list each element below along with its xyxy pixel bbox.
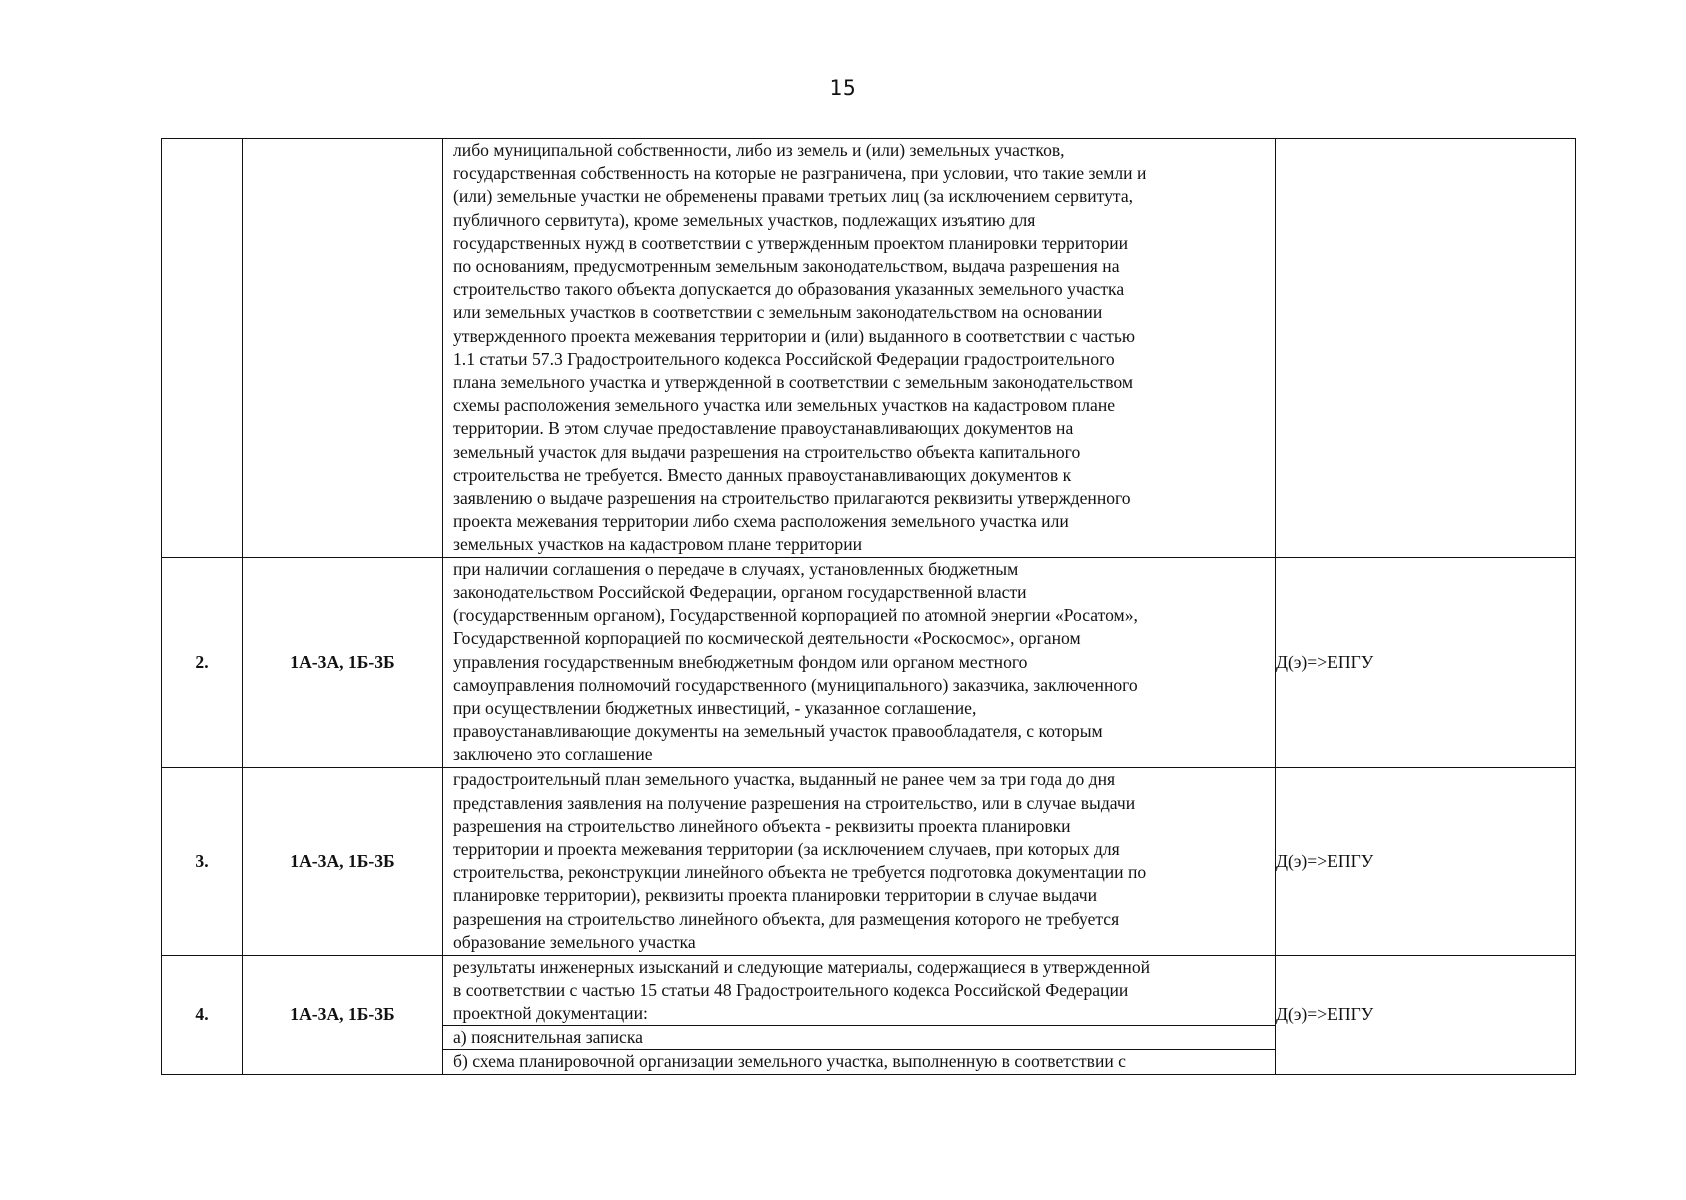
text-line: разрешения на строительство линейного объекта, для размещения которого не требуется bbox=[453, 908, 1120, 929]
text-line: при осуществлении бюджетных инвестиций, - указанное соглашение, bbox=[453, 697, 977, 718]
sub-item: б) схема планировочной организации земельного участка, выполненную в соответствии с bbox=[443, 1049, 1275, 1073]
text-line: строительства, реконструкции линейного объекта не требуется подготовка документации по bbox=[453, 862, 1147, 883]
row-description bbox=[443, 557, 1276, 767]
text-line: в соответствии с частью 15 статьи 48 Градостроительного кодекса Российской Федерации bbox=[453, 979, 1129, 1000]
description-text bbox=[443, 956, 1275, 1026]
page-number: 15 bbox=[829, 76, 857, 100]
text-line: законодательством Российской Федерации, органом государственной власти bbox=[453, 581, 1027, 602]
text-line: Государственной корпорацией по космической деятельности «Роскосмос», органом bbox=[453, 628, 1081, 649]
text-line: по основаниям, предусмотренным земельным законодательством, выдача разрешения на bbox=[453, 256, 1120, 277]
text-line: градостроительный план земельного участка, выданный не ранее чем за три года до дня bbox=[453, 769, 1116, 790]
text-line: самоуправления полномочий государственного (муниципального) заказчика, заключенного bbox=[453, 674, 1138, 695]
table-row bbox=[162, 955, 1576, 1074]
text-line: 1.1 статьи 57.3 Градостроительного кодекса Российской Федерации градостроительного bbox=[453, 348, 1115, 369]
table-row bbox=[162, 767, 1576, 955]
row-format: Д(э)=>ЕПГУ bbox=[1276, 557, 1576, 767]
row-description bbox=[443, 955, 1276, 1074]
text-line: (государственным органом), Государственной корпорацией по атомной энергии «Росатом», bbox=[453, 605, 1138, 626]
text-line: строительства не требуется. Вместо данных правоустанавливающих документов к bbox=[453, 464, 1072, 485]
row-codes: 1А-3А, 1Б-3Б bbox=[243, 767, 443, 955]
row-format: Д(э)=>ЕПГУ bbox=[1276, 767, 1576, 955]
text-line: правоустанавливающие документы на земельный участок правообладателя, с которым bbox=[453, 721, 1103, 742]
row-description bbox=[443, 139, 1276, 558]
text-line: заявлению о выдаче разрешения на строительство прилагаются реквизиты утвержденного bbox=[453, 488, 1131, 509]
row-number: 4. bbox=[162, 955, 243, 1074]
description-text bbox=[443, 558, 1275, 767]
text-line: либо муниципальной собственности, либо из земель и (или) земельных участков, bbox=[453, 140, 1065, 160]
requirements-table bbox=[161, 138, 1576, 1075]
row-codes: 1А-3А, 1Б-3Б bbox=[243, 557, 443, 767]
text-line: территории и проекта межевания территории (за исключением случаев, при которых для bbox=[453, 838, 1120, 859]
row-number: 3. bbox=[162, 767, 243, 955]
row-number: 2. bbox=[162, 557, 243, 767]
text-line: результаты инженерных изысканий и следующие материалы, содержащиеся в утвержденной bbox=[453, 956, 1151, 977]
text-line: строительство такого объекта допускается до образования указанных земельного участка bbox=[453, 279, 1125, 300]
row-codes: 1А-3А, 1Б-3Б bbox=[243, 955, 443, 1074]
text-line: управления государственным внебюджетным фондом или органом местного bbox=[453, 651, 1028, 672]
text-line: государственная собственность на которые не разграничена, при условии, что такие земли и bbox=[453, 163, 1147, 184]
text-line: проектной документации: bbox=[453, 1003, 648, 1024]
text-line: схемы расположения земельного участка или земельных участков на кадастровом плане bbox=[453, 395, 1116, 416]
row-codes bbox=[243, 139, 443, 558]
row-number bbox=[162, 139, 243, 558]
text-line: (или) земельные участки не обременены правами третьих лиц (за исключением сервитута, bbox=[453, 186, 1134, 207]
text-line: территории. В этом случае предоставление правоустанавливающих документов на bbox=[453, 418, 1074, 439]
table-row bbox=[162, 139, 1576, 558]
text-line: земельных участков на кадастровом плане территории bbox=[453, 534, 863, 555]
text-line: при наличии соглашения о передаче в случаях, установленных бюджетным bbox=[453, 558, 1019, 579]
text-line: земельный участок для выдачи разрешения на строительство объекта капитального bbox=[453, 441, 1081, 462]
text-line: или земельных участков в соответствии с земельным законодательством на основании bbox=[453, 302, 1103, 323]
text-line: утвержденного проекта межевания территории и (или) выданного в соответствии с частью bbox=[453, 325, 1136, 346]
text-line: государственных нужд в соответствии с утвержденным проектом планировки территории bbox=[453, 232, 1129, 253]
text-line: планировке территории), реквизиты проекта планировки территории в случае выдачи bbox=[453, 885, 1097, 906]
row-format: Д(э)=>ЕПГУ bbox=[1276, 955, 1576, 1074]
row-format bbox=[1276, 139, 1576, 558]
text-line: представления заявления на получение разрешения на строительство, или в случае выдачи bbox=[453, 792, 1136, 813]
text-line: публичного сервитута), кроме земельных участков, подлежащих изъятию для bbox=[453, 209, 1036, 230]
text-line: проекта межевания территории либо схема расположения земельного участка или bbox=[453, 511, 1069, 532]
row-description bbox=[443, 767, 1276, 955]
text-line: плана земельного участка и утвержденной в соответствии с земельным законодательством bbox=[453, 372, 1134, 393]
sub-item: а) пояснительная записка bbox=[443, 1025, 1275, 1049]
description-text bbox=[443, 139, 1275, 557]
text-line: разрешения на строительство линейного объекта - реквизиты проекта планировки bbox=[453, 815, 1071, 836]
table-row bbox=[162, 557, 1576, 767]
description-text bbox=[443, 768, 1275, 954]
text-line: заключено это соглашение bbox=[453, 744, 653, 765]
text-line: образование земельного участка bbox=[453, 931, 696, 952]
